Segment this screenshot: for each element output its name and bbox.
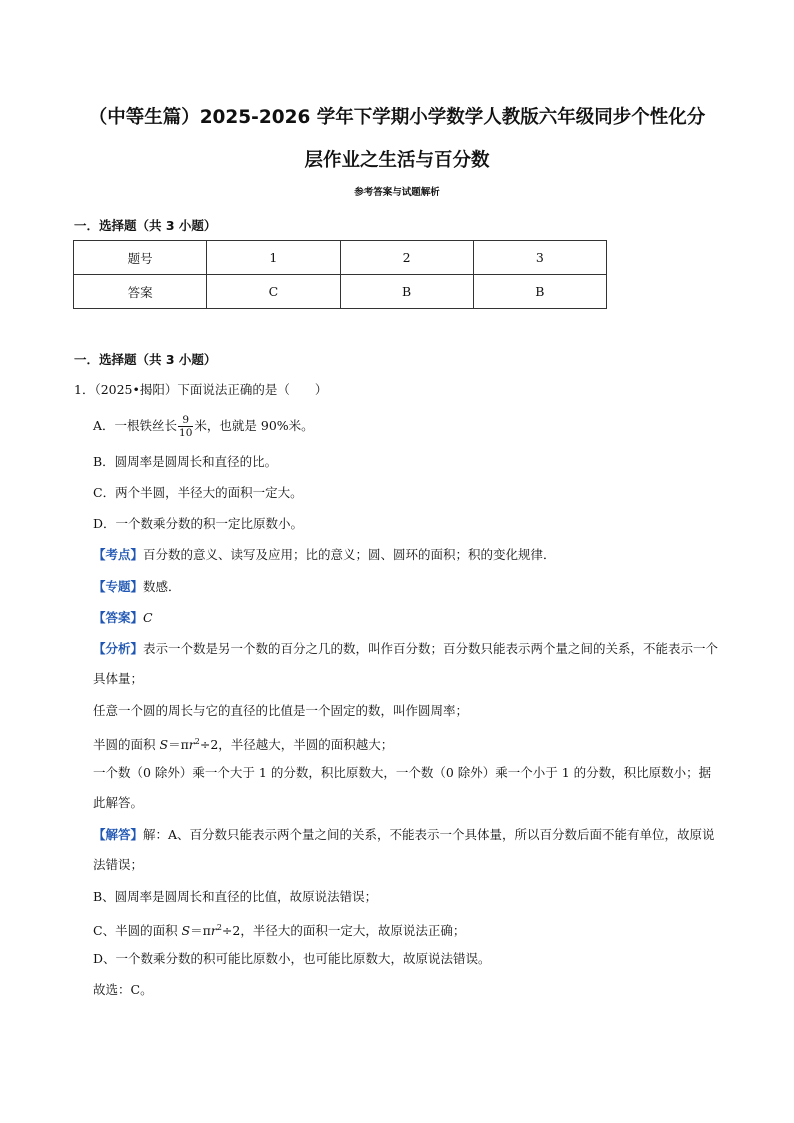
formula-r: r [188,737,195,753]
formula-s: S [181,923,191,939]
option-a-text-after: 米，也就是 90%米。 [194,418,314,433]
jieda-text-3a: C、半圆的面积 [93,923,182,939]
zhuanti-text: 数感． [143,579,181,594]
fraction-denominator: 10 [179,427,193,439]
formula-s: S [159,737,169,753]
table-cell: B [473,275,606,309]
table-row [74,241,607,275]
title-line-2: 层作业之生活与百分数 [304,150,490,171]
table-cell: 题号 [74,241,207,275]
jieda-paragraph-2: B、圆周率是圆周长和直径的比值，故原说法错误； [93,889,378,904]
fraction [178,414,193,439]
kaodian-line [93,545,556,565]
fenxi-text-3b: ÷2，半径越大，半圆的面积越大； [199,737,394,753]
title-line-1: （中等生篇）2025-2026 学年下学期小学数学人教版六年级同步个性化分 [88,107,706,128]
section-heading-1: 一．选择题（共 3 小题） [74,218,217,233]
question-stem: 1．（2025•揭阳）下面说法正确的是（ ） [74,382,328,397]
fenxi-paragraph-2: 任意一个圆的周长与它的直径的比值是一个固定的数，叫作圆周率； [93,703,469,718]
jieda-paragraph-3 [93,913,723,946]
kaodian-text: 百分数的意义、读写及应用；比的意义；圆、圆环的面积；积的变化规律． [143,547,556,562]
formula-eq: ＝π [168,737,189,753]
fenxi-paragraph-3 [93,727,723,760]
table-cell: 2 [340,241,473,275]
answer-table [73,240,607,309]
daan-text: C [143,610,153,625]
formula-r: r [210,923,217,939]
fraction-numerator: 9 [178,414,193,427]
fenxi-text-3a: 半圆的面积 [93,737,160,753]
page-subtitle: 参考答案与试题解析 [354,187,440,198]
zhuanti-line [93,577,181,597]
jieda-paragraph-4: D、一个数乘分数的积可能比原数小，也可能比原数大，故原说法错误。 [93,951,491,966]
table-cell: 3 [473,241,606,275]
table-cell: 1 [207,241,340,275]
option-d: D．一个数乘分数的积一定比原数小。 [93,516,304,531]
table-cell: B [340,275,473,309]
option-b: B．圆周率是圆周长和直径的比。 [93,454,278,469]
table-cell: 答案 [74,275,207,309]
table-row [74,275,607,309]
jieda-paragraph-1 [93,820,723,880]
daan-line [93,608,153,628]
fenxi-paragraph-4: 一个数（0 除外）乘一个大于 1 的分数，积比原数大，一个数（0 除外）乘一个小于 1 的分数，积比原数小；据此解答。 [93,765,712,810]
jieda-tag: 【解答】 [93,827,144,842]
option-a-text-before: A．一根铁丝长 [93,418,178,433]
kaodian-tag: 【考点】 [93,547,144,562]
jieda-text-3b: ÷2，半径大的面积一定大，故原说法正确； [221,923,466,939]
fenxi-paragraph-1 [93,634,723,694]
fenxi-text-1: 表示一个数是另一个数的百分之几的数，叫作百分数；百分数只能表示两个量之间的关系，不能表示一个具体量； [93,641,719,686]
zhuanti-tag: 【专题】 [93,579,144,594]
jieda-text-1: 解：A、百分数只能表示两个量之间的关系，不能表示一个具体量，所以百分数后面不能有单位，故原说法错误； [93,827,715,872]
daan-tag: 【答案】 [93,610,144,625]
option-c: C．两个半圆，半径大的面积一定大。 [93,485,303,500]
fenxi-tag: 【分析】 [93,641,144,656]
page-title [60,96,734,182]
section-heading-2: 一．选择题（共 3 小题） [74,352,217,367]
option-a [93,414,314,439]
formula-eq: ＝π [190,923,211,939]
formula-sup: 2 [194,737,200,746]
formula-sup: 2 [216,923,222,932]
table-cell: C [207,275,340,309]
jieda-paragraph-5: 故选：C。 [93,982,153,997]
